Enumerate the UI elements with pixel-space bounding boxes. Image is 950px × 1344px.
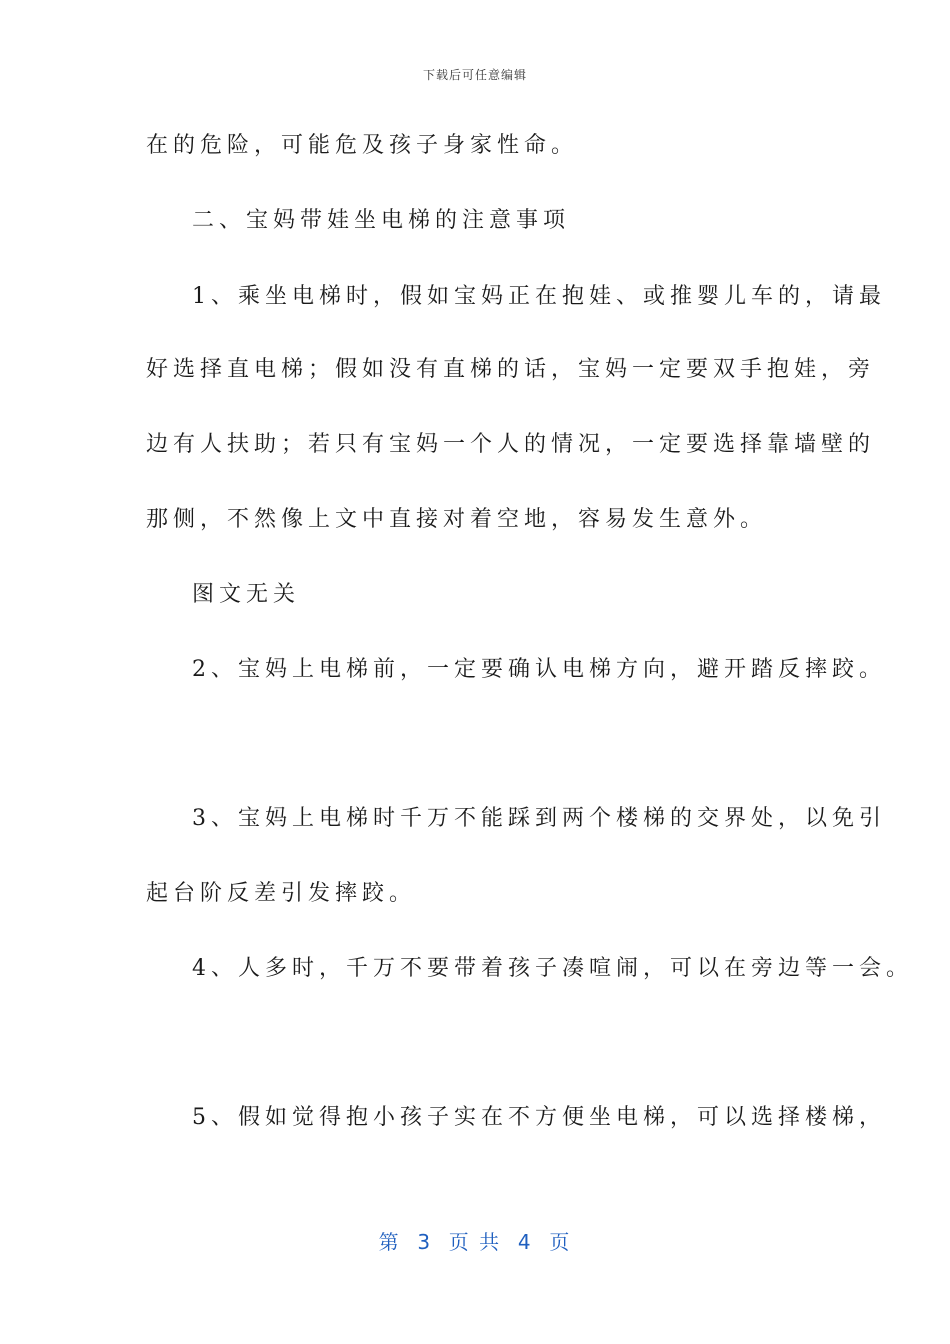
paragraph-line: 在的危险，可能危及孩子身家性命。	[146, 133, 579, 158]
page-number-label: 第 3 页 共 4 页	[378, 1230, 572, 1254]
paragraph-line: 3、宝妈上电梯时千万不能踩到两个楼梯的交界处，以免引	[192, 806, 886, 831]
section-heading: 二、宝妈带娃坐电梯的注意事项	[192, 208, 571, 233]
paragraph-line: 好选择直电梯；假如没有直梯的话，宝妈一定要双手抱娃，旁	[146, 357, 876, 382]
image-caption: 图文无关	[192, 582, 301, 607]
paragraph-line: 2、宝妈上电梯前，一定要确认电梯方向，避开踏反摔跤。	[192, 657, 886, 682]
paragraph-line: 边有人扶助；若只有宝妈一个人的情况，一定要选择靠墙壁的	[146, 432, 876, 457]
paragraph-line: 5、假如觉得抱小孩子实在不方便坐电梯，可以选择楼梯，	[192, 1105, 886, 1130]
header-note: 下载后可任意编辑	[422, 68, 527, 82]
paragraph-line: 起台阶反差引发摔跤。	[146, 881, 417, 906]
paragraph-line: 1、乘坐电梯时，假如宝妈正在抱娃、或推婴儿车的，请最	[192, 284, 886, 309]
page-number-footer	[0, 1226, 950, 1255]
paragraph-line: 那侧，不然像上文中直接对着空地，容易发生意外。	[146, 507, 768, 532]
paragraph-line: 4、人多时，千万不要带着孩子凑喧闹，可以在旁边等一会。	[192, 956, 913, 981]
